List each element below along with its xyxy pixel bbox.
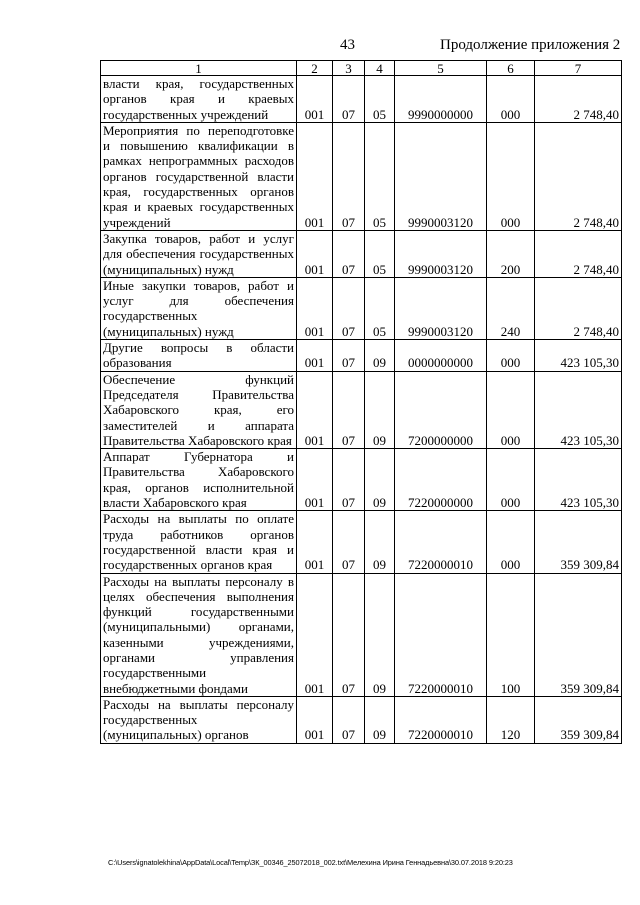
- column-header: 1: [101, 61, 297, 76]
- row-code-2: 07: [333, 371, 365, 448]
- row-code-3: 05: [365, 76, 395, 123]
- page-number: 43: [340, 37, 355, 53]
- column-header: 5: [395, 61, 487, 76]
- row-code-5: 000: [487, 511, 535, 573]
- row-code-5: 200: [487, 230, 535, 277]
- row-code-2: 07: [333, 230, 365, 277]
- row-name: Расходы на выплаты по оплате труда работников органов государственной власти края и государственных органов края: [101, 511, 297, 573]
- column-header: 6: [487, 61, 535, 76]
- row-code-1: 001: [297, 573, 333, 696]
- row-amount: 359 309,84: [535, 573, 622, 696]
- row-code-1: 001: [297, 122, 333, 230]
- table-row: [101, 230, 622, 277]
- row-code-2: 07: [333, 696, 365, 743]
- row-code-4: 7220000010: [395, 511, 487, 573]
- row-code-1: 001: [297, 340, 333, 372]
- header-row: [101, 61, 622, 76]
- row-code-3: 09: [365, 573, 395, 696]
- row-code-1: 001: [297, 230, 333, 277]
- table-row: [101, 696, 622, 743]
- row-code-4: 7220000000: [395, 449, 487, 511]
- row-amount: 359 309,84: [535, 511, 622, 573]
- row-name: Расходы на выплаты персоналу в целях обеспечения выполнения функций государственными (муниципальными) органами, казенными учреждениями, органами управления государственными внебюджетными фондами: [101, 573, 297, 696]
- row-amount: 423 105,30: [535, 371, 622, 448]
- row-code-5: 240: [487, 277, 535, 339]
- row-code-4: 7200000000: [395, 371, 487, 448]
- row-amount: 359 309,84: [535, 696, 622, 743]
- row-name: власти края, государственных органов края и краевых государственных учреждений: [101, 76, 297, 123]
- row-amount: 423 105,30: [535, 449, 622, 511]
- row-code-3: 09: [365, 696, 395, 743]
- row-code-1: 001: [297, 76, 333, 123]
- row-name: Другие вопросы в области образования: [101, 340, 297, 372]
- row-code-5: 120: [487, 696, 535, 743]
- row-code-2: 07: [333, 449, 365, 511]
- row-code-4: 9990000000: [395, 76, 487, 123]
- column-header: 2: [297, 61, 333, 76]
- column-header: 3: [333, 61, 365, 76]
- row-name: Расходы на выплаты персоналу государственных (муниципальных) органов: [101, 696, 297, 743]
- row-code-3: 05: [365, 122, 395, 230]
- row-code-5: 100: [487, 573, 535, 696]
- row-code-3: 09: [365, 511, 395, 573]
- row-amount: 423 105,30: [535, 340, 622, 372]
- row-code-4: 7220000010: [395, 696, 487, 743]
- table-row: [101, 573, 622, 696]
- row-code-2: 07: [333, 511, 365, 573]
- row-code-3: 05: [365, 230, 395, 277]
- row-code-1: 001: [297, 449, 333, 511]
- row-code-1: 001: [297, 696, 333, 743]
- row-code-5: 000: [487, 371, 535, 448]
- table-row: [101, 371, 622, 448]
- row-code-1: 001: [297, 371, 333, 448]
- row-code-3: 09: [365, 449, 395, 511]
- table-row: [101, 277, 622, 339]
- continuation-label: Продолжение приложения 2: [440, 37, 621, 53]
- row-amount: 2 748,40: [535, 277, 622, 339]
- table-row: [101, 340, 622, 372]
- row-code-2: 07: [333, 122, 365, 230]
- row-amount: 2 748,40: [535, 76, 622, 123]
- row-name: Закупка товаров, работ и услуг для обеспечения государственных (муниципальных) нужд: [101, 230, 297, 277]
- budget-table: [100, 60, 622, 744]
- table-row: [101, 76, 622, 123]
- row-amount: 2 748,40: [535, 230, 622, 277]
- row-code-4: 9990003120: [395, 122, 487, 230]
- row-code-3: 09: [365, 340, 395, 372]
- row-code-4: 7220000010: [395, 573, 487, 696]
- row-code-2: 07: [333, 340, 365, 372]
- row-code-2: 07: [333, 277, 365, 339]
- row-amount: 2 748,40: [535, 122, 622, 230]
- row-code-2: 07: [333, 573, 365, 696]
- row-code-5: 000: [487, 122, 535, 230]
- row-code-4: 9990003120: [395, 230, 487, 277]
- row-code-5: 000: [487, 76, 535, 123]
- row-name: Аппарат Губернатора и Правительства Хабаровского края, органов исполнительной власти Хабаровского края: [101, 449, 297, 511]
- table-row: [101, 449, 622, 511]
- column-header: 4: [365, 61, 395, 76]
- row-code-3: 05: [365, 277, 395, 339]
- row-code-2: 07: [333, 76, 365, 123]
- file-path-footer: C:\Users\ignatolekhina\AppData\Local\Temp\ЗК_00346_25072018_002.txt\Мелехина Ирина Геннадьевна\30.07.2018 9:20:23: [108, 858, 513, 867]
- row-code-5: 000: [487, 340, 535, 372]
- row-code-4: 9990003120: [395, 277, 487, 339]
- row-code-5: 000: [487, 449, 535, 511]
- row-code-4: 0000000000: [395, 340, 487, 372]
- row-code-3: 09: [365, 371, 395, 448]
- row-name: Мероприятия по переподготовке и повышению квалификации в рамках непрограммных расходов органов государственной власти края, государственных органов края и краевых государственных учреждений: [101, 122, 297, 230]
- row-code-1: 001: [297, 511, 333, 573]
- row-name: Иные закупки товаров, работ и услуг для обеспечения государственных (муниципальных) нужд: [101, 277, 297, 339]
- row-code-1: 001: [297, 277, 333, 339]
- column-header: 7: [535, 61, 622, 76]
- table-row: [101, 511, 622, 573]
- row-name: Обеспечение функций Председателя Правительства Хабаровского края, его заместителей и аппарата Правительства Хабаровского края: [101, 371, 297, 448]
- table-row: [101, 122, 622, 230]
